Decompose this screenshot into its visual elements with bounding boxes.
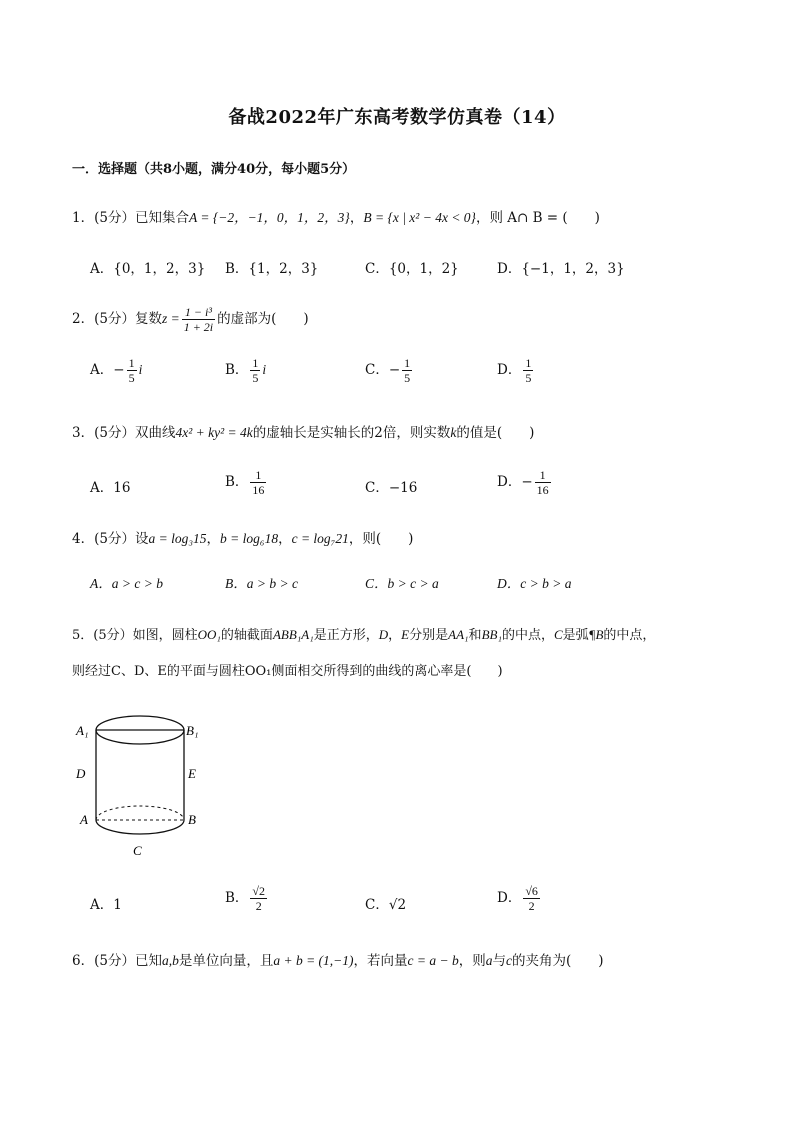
q2-d-label: D． [497,362,522,378]
q3-prefix: 3．(5分）双曲线 [72,425,176,441]
q4-b: b = log₆18 [220,531,279,546]
q5-b-label: B． [225,890,249,906]
q2-d-frac [523,356,533,385]
q6-cdef: c = a − b [407,953,459,968]
q5-and: 和 [468,628,482,643]
q5-mid4: 的中点， [501,628,554,643]
q5-d: D [378,627,389,642]
q3-d-label: D． [497,474,522,490]
q5-c-text: √2 [388,897,407,913]
q3-option-c [365,476,417,496]
q5-option-d [497,884,542,913]
q5-a-text: 1 [113,897,122,913]
q4-c: c = log₇21 [291,531,349,546]
question-6 [72,949,604,969]
question-1 [72,206,600,226]
q5-option-c [365,893,406,913]
q5-mid2: 是正方形， [313,628,379,643]
question-3 [72,421,534,441]
label-e: E [188,766,196,781]
q2-b-label: B． [225,362,249,378]
q6-c: c [506,953,512,968]
q3-c-text: −16 [388,480,418,496]
q5-d-den: 2 [528,899,535,913]
q1-prefix: 1．(5分）已知集合 [72,210,189,226]
q1-sep: ， [349,210,364,226]
q5-prefix: 5．(5分）如图，圆柱 [72,628,198,643]
q6-mid: 是单位向量，且 [178,953,274,969]
q4-prefix: 4．(5分）设 [72,531,149,547]
q2-c-num: 1 [404,356,411,370]
q2-a-frac [127,356,137,385]
q2-prefix: 2．(5分）复数 [72,311,162,327]
q2-b-frac [250,356,260,385]
q2-ask: 的虚部为( ) [217,311,309,327]
q1-option-c: C．{0，1，2} [365,261,459,277]
q3-d-den: 16 [536,483,549,497]
q5-a-label: A． [90,897,114,913]
q2-b-den: 5 [252,371,259,385]
q3-equation: 4x² + ky² = 4k [175,425,253,440]
q2-a-sign: − [113,362,125,378]
q3-ask: 的值是( ) [456,425,535,441]
q2-a-label: A． [90,362,114,378]
q3-b-frac [250,468,266,497]
q3-option-d [497,468,553,497]
question-4: 4．(5分）设a = log₃15，b = log₆18，c = log₇21，则( ) [72,531,414,547]
label-a: A [80,812,88,827]
cylinder-figure [70,700,220,865]
q1-set-a: A = {−2，−1，0，1，2，3} [188,210,350,225]
q5-arc-name: ¶B [588,627,604,642]
label-d: D [76,766,86,781]
q5-oo: OO₁ [197,627,221,642]
q5-bb: BB₁ [481,627,502,642]
q5-mid: 的轴截面 [220,628,273,643]
q2-z: z = [161,311,180,326]
q5-b-num: √2 [252,884,266,898]
q3-d-sign: − [521,474,533,490]
q4-option-b: B．a > b > c [225,576,298,591]
label-b: B [188,812,196,827]
q6-a: a [485,953,493,968]
q5-comma: ， [388,628,402,643]
q5-b-frac [250,884,267,913]
label-c: C [133,843,142,858]
q6-prefix: 6．(5分）已知 [72,953,162,969]
q5-option-b [225,884,269,913]
q1-ask: ，则 A∩ B = ( ) [475,210,600,226]
q5-abb: ABB₁A₁ [272,627,314,642]
paper-title: 备战2022年广东高考数学仿真卷（14） [228,107,566,128]
q2-a-num: 1 [128,356,135,370]
section-heading: 一．选择题（共8小题，满分40分，每小题5分） [72,162,356,177]
q1-option-d: D．{−1，1，2，3} [497,261,625,277]
q6-mid3: ，则 [458,953,486,969]
q3-var: k [450,425,457,440]
q2-c-den: 5 [404,371,411,385]
q1-option-b: B．{1，2，3} [225,261,319,277]
q6-with: 与 [492,953,506,969]
label-b1: B₁ [186,723,199,738]
q2-b-num: 1 [252,356,259,370]
q4-option-a: A．a > c > b [90,576,163,591]
q2-a-suffix: i [138,362,143,377]
q3-a-label: A． [90,480,114,496]
question-5-line-2: 则经过C、D、E的平面与圆柱OO₁侧面相交所得到的曲线的离心率是( ) [72,664,503,679]
q2-b-suffix: i [262,362,267,377]
q3-d-frac [535,468,551,497]
q5-c: C [553,627,563,642]
q5-d-label: D． [497,890,522,906]
q5-end: 的中点， [603,628,656,643]
q3-b-label: B． [225,474,249,490]
q5-b-den: 2 [255,899,262,913]
q3-b-num: 1 [250,468,266,483]
q4-ask: ，则( ) [348,531,414,547]
q2-option-a [90,356,142,385]
q2-c-label: C． [365,362,389,378]
q5-option-a [90,893,122,913]
q4-option-d: D．c > b > a [497,576,572,591]
q6-vecs: a,b [161,953,179,968]
q2-den: 1 + 2i [183,320,214,334]
q6-mid2: ，若向量 [353,953,408,969]
q5-aa: AA₁ [448,627,469,642]
bottom-front-arc [96,820,184,834]
q4-a: a = log₃15 [148,531,207,546]
q5-mid3: 分别是 [409,628,449,643]
q6-ask: 的夹角为( ) [512,953,604,969]
question-2 [72,305,309,334]
q6-sum: a + b = (1,−1) [273,953,354,968]
q5-c-label: C． [365,897,389,913]
bottom-back-arc [96,806,184,820]
q2-num: 1 − i³ [182,305,215,320]
q3-b-den: 16 [252,483,265,497]
q5-arc: 是弧 [562,628,589,643]
q2-option-c [365,356,414,385]
q2-option-d [497,356,535,385]
q2-fraction [182,305,215,334]
q3-mid: 的虚轴长是实轴长的2倍，则实数 [252,425,451,441]
q3-a-text: 16 [113,480,131,496]
q2-a-den: 5 [128,371,135,385]
q1-option-a: A．{0，1，2，3} [90,261,206,277]
q4-option-c: C．b > c > a [365,576,439,591]
question-5-line-1 [72,624,655,643]
q5-d-frac [523,884,540,913]
q2-option-b [225,356,266,385]
q3-option-a [90,476,130,496]
q3-option-b [225,468,268,497]
q2-d-num: 1 [525,356,532,370]
q3-d-num: 1 [535,468,551,483]
q2-d-den: 5 [525,371,532,385]
q1-set-b: B = {x | x² − 4x < 0} [363,210,476,225]
q2-c-frac [402,356,412,385]
q5-e: E [401,627,410,642]
label-a1: A₁ [76,723,89,738]
q2-c-sign: − [388,362,401,378]
q3-c-label: C． [365,480,389,496]
q5-d-num: √6 [525,884,538,898]
